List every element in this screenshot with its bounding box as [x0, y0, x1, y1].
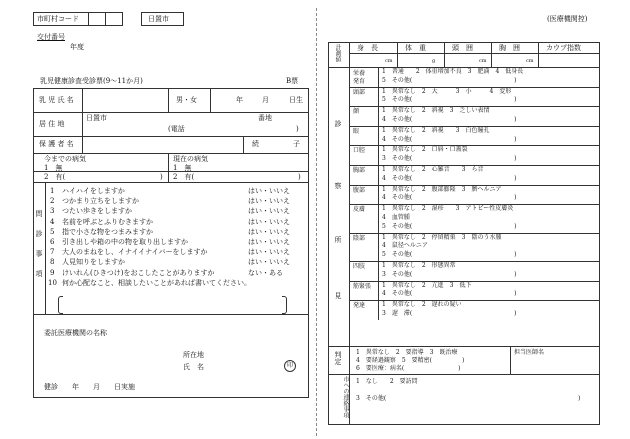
contact-line-2[interactable]: 3 その他(	[356, 395, 387, 402]
exam-row-option[interactable]: 1 異常なし 2 遅れの疑い	[382, 301, 462, 309]
interview-item-answer[interactable]: はい・いいえ	[248, 217, 290, 226]
exam-row-divider	[378, 145, 379, 165]
exam-row-option[interactable]: 1 異常なし 2 腹部膨隆 3 臍ヘルニア	[382, 185, 502, 193]
exam-row-label: 頭部	[353, 88, 366, 96]
infant-name-label: 乳 児 氏 名	[39, 96, 74, 104]
address-banchi: 番地	[258, 114, 272, 122]
guardian-relation-child: 子	[293, 140, 300, 148]
interview-side-label: 問診事項	[35, 210, 43, 290]
municipality-code-cell-1	[88, 12, 106, 26]
interview-item-answer[interactable]: はい・いいえ	[248, 207, 290, 216]
address-tel-label: (電話	[168, 125, 185, 133]
measure-column-header: 体 重	[405, 44, 426, 52]
current-illness-none[interactable]: 1 無	[173, 164, 192, 172]
exam-row-option[interactable]: 1 異常なし 2 形態異常	[382, 262, 456, 269]
interview-item-text: 何か心配なこと、相談したいことがあれば書いてください。	[62, 278, 251, 287]
past-illness-label: 今までの病気	[44, 155, 86, 163]
judgment-line-2[interactable]: 4 要経過観察 5 要精密( )	[356, 357, 465, 364]
exam-row-label: 発達	[353, 302, 366, 310]
illness-yes-row	[33, 171, 309, 183]
interview-item-number: 3	[50, 207, 55, 216]
measure-side-label: 計測値	[334, 44, 341, 62]
interview-item-answer[interactable]: はい・いいえ	[248, 248, 290, 257]
interview-item-text: 大人のまねをし、イナイイナイバーをしますか	[62, 248, 208, 257]
clinic-address-label: 所在地	[183, 351, 204, 359]
measure-unit: cm	[479, 58, 487, 64]
exam-row-option[interactable]: 1 異常なし 2 大 3 小 4 変形	[382, 87, 512, 95]
exam-side-top: 診	[334, 120, 342, 127]
contact-close: )	[578, 395, 581, 402]
address-label: 居 住 地	[39, 120, 65, 128]
interview-item-number: 5	[50, 227, 55, 236]
interview-item-text: けいれん(ひきつけ)をおこしたことがありますか	[62, 268, 215, 277]
exam-row-option[interactable]: 1 異常なし 2 斜視 3 乏しい表情	[382, 107, 490, 115]
interview-item-answer[interactable]: はい・いいえ	[248, 227, 290, 236]
interview-item-answer[interactable]: はい・いいえ	[248, 258, 290, 267]
exam-row-label: 四肢	[353, 263, 366, 270]
interview-item-number: 10	[48, 278, 57, 287]
exam-row-option[interactable]: 1 異常なし 2 亢進 3 低下	[382, 281, 472, 289]
exam-row-option[interactable]: 1 異常なし 2 停留精巣 3 陰のう水腫	[382, 233, 502, 241]
current-illness-label: 現在の病気	[173, 155, 208, 163]
measure-column-header: カウプ指数	[546, 44, 581, 52]
gender-label[interactable]: 男・女	[176, 96, 197, 104]
exam-row-divider	[378, 204, 379, 232]
city-name: 日置市	[148, 15, 169, 23]
guardian-name-label: 保 護 者 名	[39, 140, 74, 148]
exam-row-option[interactable]: 1 普通 2 体重増加不良 3 肥満 4 低身長	[382, 68, 524, 75]
interview-item-text: ハイハイをしますか	[62, 187, 125, 195]
interview-item-text: 指で小さな物をつまみますか	[62, 227, 153, 236]
guardian-relation-label: 続	[252, 140, 259, 148]
contact-line-1[interactable]: 1 なし 2 要訪問	[356, 378, 418, 385]
exam-row-option[interactable]: 1 異常なし 2 湿疹 3 アトピー性皮膚炎	[382, 205, 514, 213]
exam-row-label: 栄養発育	[353, 70, 366, 85]
interview-item-number: 7	[50, 248, 55, 257]
seal-text: 印	[286, 362, 293, 369]
exam-row-label: 顔	[353, 108, 360, 116]
exam-row-label: 胸部	[353, 167, 366, 174]
interview-item-number: 1	[50, 187, 55, 195]
exam-row-option[interactable]: 5 その他( )	[382, 96, 517, 104]
interview-item-number: 6	[50, 238, 55, 246]
seal-mark	[284, 360, 296, 372]
fiscal-year-label: 年度	[70, 43, 84, 51]
interview-item-text: つかまり立ちをしますか	[62, 197, 139, 206]
exam-row-divider	[378, 300, 379, 320]
exam-row-divider	[378, 185, 379, 205]
exam-row-option[interactable]: 3 遅 滞( )	[382, 310, 517, 317]
concern-bracket-left	[58, 296, 63, 314]
exam-row-label: 眼	[353, 127, 360, 135]
doctor-name-label: 担当医師名	[514, 349, 545, 356]
form-type-label: B票	[286, 77, 299, 85]
address-city: 日置市	[86, 114, 107, 122]
interview-item-text: 人見知りをしますか	[62, 258, 125, 267]
measure-column-divider	[538, 42, 539, 67]
interview-item-text: 引き出しや箱の中の物を取り出しますか	[62, 238, 188, 246]
exam-row-option[interactable]: 1 異常なし 2 口唇・口蓋裂	[382, 146, 468, 154]
exam-row-option[interactable]: 4 その他( )	[382, 135, 517, 143]
exam-row-label: 筋緊張	[353, 282, 372, 290]
exam-row-option[interactable]: 1 異常なし 2 心雑音 3 ら音	[382, 166, 484, 173]
measure-unit: cm	[385, 58, 393, 64]
judgment-line-1[interactable]: 1 異常なし 2 要指導 3 既治療	[356, 349, 458, 356]
exam-row-option[interactable]: 4 その他( )	[382, 116, 517, 123]
measure-column-divider	[444, 42, 445, 67]
exam-row-option[interactable]: 4 その他( )	[382, 174, 517, 182]
interview-item-answer[interactable]: はい・いいえ	[248, 197, 290, 206]
measure-column-divider	[491, 42, 492, 67]
interview-item-answer[interactable]: はい・いいえ	[248, 187, 290, 195]
interview-item-answer[interactable]: はい・いいえ	[248, 238, 290, 246]
exam-row-option[interactable]: 5 その他( )	[382, 222, 517, 230]
current-illness-yes[interactable]: 2 有(	[173, 173, 195, 181]
current-illness-close: )	[298, 173, 301, 181]
concern-bracket-right	[282, 296, 287, 314]
exam-row-divider	[378, 87, 379, 107]
form-title: 乳児健康診査受診票(9～11か月)	[40, 77, 143, 85]
exam-row-divider	[378, 281, 379, 301]
measure-unit: cm	[526, 58, 534, 64]
interview-item-number: 9	[50, 268, 55, 277]
past-illness-close: )	[160, 173, 163, 181]
exam-row-divider	[378, 126, 379, 146]
exam-date-label: 健診 年 月 日実施	[44, 383, 135, 391]
judgment-line-3[interactable]: 6 要医療：病名( )	[356, 365, 461, 372]
past-illness-yes[interactable]: 2 有(	[44, 173, 66, 181]
clinic-title: 委託医療機関の名称	[44, 329, 107, 337]
exam-row-option[interactable]: 3 その他( )	[382, 270, 517, 278]
exam-row-option[interactable]: 4 その他( )	[382, 290, 517, 298]
birth-day-unit: 日生	[289, 96, 303, 104]
exam-row-label: 皮膚	[353, 206, 366, 214]
exam-row-option[interactable]: 1 異常なし 2 斜視 3 白色瞳孔	[382, 126, 490, 134]
birth-month-unit: 月	[262, 96, 269, 104]
exam-row-divider	[378, 233, 379, 261]
interview-item-text: つたい歩きをしますか	[62, 207, 132, 216]
exam-row-option[interactable]: 5 その他( )	[382, 251, 517, 259]
receipt-number-label: 交付番号	[37, 33, 65, 41]
exam-row-divider	[378, 261, 379, 281]
exam-row-divider	[378, 106, 379, 126]
interview-item-text: 名前を呼ぶとふりむきますか	[62, 217, 153, 226]
exam-side-bot: 見	[334, 292, 342, 299]
exam-row-option[interactable]: 4 血管腫	[382, 214, 410, 221]
measure-unit: g	[432, 58, 436, 64]
municipality-code-label: 市町村コード	[37, 15, 79, 23]
interview-item-answer[interactable]: ない・ある	[248, 268, 283, 277]
exam-row-option[interactable]: 4 その他( )	[382, 194, 517, 202]
exam-row-option[interactable]: 5 その他( )	[382, 76, 517, 84]
judgment-label: 判定	[334, 351, 342, 365]
municipality-code-cell-2	[105, 12, 123, 26]
medical-copy-label: (医療機関控)	[547, 15, 588, 23]
exam-side-mid: 察	[334, 182, 342, 189]
interview-item-number: 8	[50, 258, 55, 267]
measure-column-header: 頭 囲	[452, 44, 473, 52]
exam-row-option[interactable]: 3 その他( )	[382, 155, 517, 163]
exam-row-label: 腹部	[353, 186, 366, 194]
past-illness-none[interactable]: 1 無	[44, 164, 63, 172]
interview-item-number: 2	[50, 197, 55, 206]
cut-line	[316, 8, 317, 436]
exam-row-option[interactable]: 4 鼠径ヘルニア	[382, 242, 428, 250]
measure-column-header: 身 長	[357, 44, 378, 52]
address-tel-close: )	[296, 125, 299, 133]
interview-item-number: 4	[50, 217, 55, 226]
measure-column-header: 胸 囲	[499, 44, 520, 52]
exam-side-mid2: 所	[334, 236, 342, 243]
birth-year-unit: 年	[236, 96, 243, 104]
contact-label: 市への連絡事項	[342, 376, 349, 418]
exam-row-divider	[378, 165, 379, 185]
measure-column-divider	[397, 42, 398, 67]
clinic-name-label: 氏 名	[183, 363, 204, 371]
exam-row-divider	[378, 67, 379, 87]
exam-row-label: 陰部	[353, 234, 366, 242]
exam-row-label: 口腔	[353, 147, 366, 155]
